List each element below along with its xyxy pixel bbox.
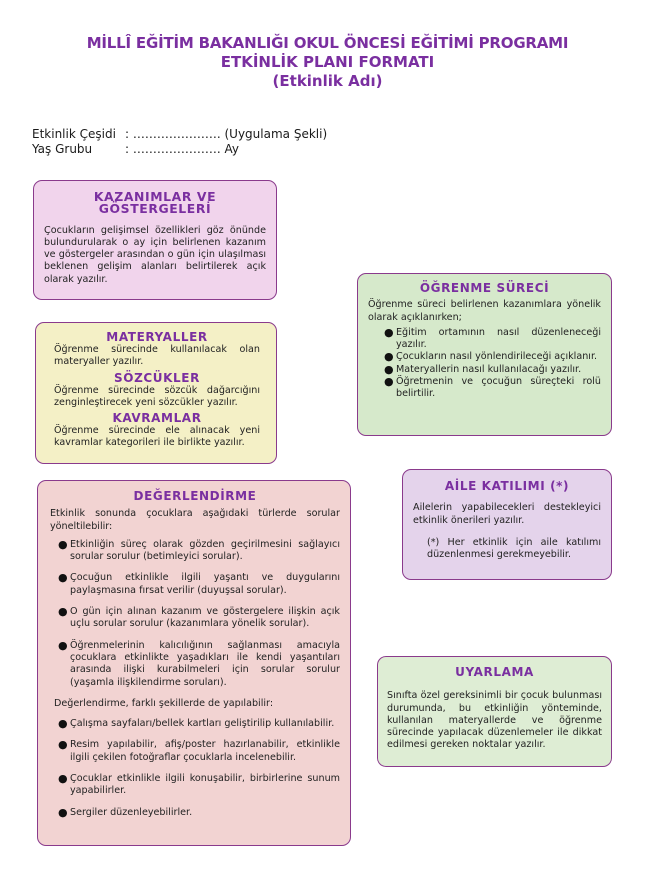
- activity-type-value: : …………………. (Uygulama Şekli): [125, 127, 328, 141]
- kazanimlar-box: [33, 180, 277, 300]
- kavramlar-text: Öğrenme sürecinde ele alınacak yeni kavramlar kategorileri ile birlikte yazılır.: [54, 425, 260, 449]
- bullet-icon: ●: [58, 605, 68, 619]
- aile-katilimi-text: Ailelerin yapabilecekleri destekleyici etkinlik önerileri yazılır.: [413, 502, 601, 526]
- bullet-icon: ●: [384, 375, 394, 389]
- kavramlar-title: KAVRAMLAR: [112, 411, 202, 426]
- list-item: [56, 572, 340, 597]
- materyaller-text: Öğrenme sürecinde kullanılacak olan materyaller yazılır.: [54, 344, 260, 368]
- list-item-text: O gün için alınan kazanım ve göstergelere ilişkin açık uçlu sorular sorulur (kazanımlara yönelik sorular).: [70, 606, 340, 630]
- list-item: [56, 539, 340, 564]
- sozcukler-text: Öğrenme sürecinde sözcük dağarcığını zenginleştirecek yeni sözcükler yazılır.: [54, 384, 260, 408]
- list-item: [382, 327, 601, 352]
- list-item-text: Materyallerin nasıl kullanılacağı yazılır.: [396, 363, 582, 375]
- bullet-icon: ●: [384, 325, 394, 339]
- list-item-text: Çocuklar etkinlikle ilgili konuşabilir, birbirlerine sunum yapabilirler.: [70, 773, 340, 797]
- bullet-icon: ●: [58, 805, 68, 819]
- list-item: [56, 640, 340, 689]
- format-title: ETKİNLİK PLANI FORMATI: [220, 53, 435, 71]
- activity-name: (Etkinlik Adı): [272, 72, 383, 90]
- list-item-text: Çalışma sayfaları/bellek kartları geliştirilip kullanılabilir.: [70, 718, 335, 730]
- aile-katilimi-note: (*) Her etkinlik için aile katılımı düzenlenmesi gerekmeyebilir.: [427, 536, 601, 561]
- materyaller-title: MATERYALLER: [106, 330, 208, 344]
- program-title: MİLLÎ EĞİTİM BAKANLIĞI OKUL ÖNCESİ EĞİTİMİ PROGRAMI: [86, 34, 569, 52]
- list-item-text: Resim yapılabilir, afiş/poster hazırlanabilir, etkinlikle ilgili çekilen fotoğraflar çocuklarla incelenebilir.: [70, 739, 340, 763]
- bullet-icon: ●: [58, 537, 68, 551]
- degerlendirme-title: DEĞERLENDİRME: [133, 489, 257, 503]
- uyarlama-title: UYARLAMA: [455, 665, 534, 679]
- bullet-icon: ●: [384, 362, 394, 376]
- sozcukler-title: SÖZCÜKLER: [114, 370, 200, 385]
- degerlendirme-box: [37, 480, 351, 846]
- degerlendirme-intro: Etkinlik sonunda çocuklara aşağıdaki türlerde sorular yöneltilebilir:: [50, 508, 340, 532]
- list-item: [382, 351, 601, 363]
- list-item: [382, 376, 601, 401]
- bullet-icon: ●: [58, 571, 68, 585]
- list-item-text: Öğretmenin ve çocuğun süreçteki rolü belirtilir.: [396, 376, 601, 400]
- degerlendirme-questions-list: [50, 539, 340, 689]
- activity-type-row: [32, 127, 327, 141]
- list-item-text: Çocuğun etkinlikle ilgili yaşantı ve duygularını paylaşmasına fırsat verilir (duyuşsal sorular).: [70, 572, 340, 596]
- bullet-icon: ●: [58, 717, 68, 731]
- bullet-icon: ●: [58, 772, 68, 786]
- bullet-icon: ●: [58, 738, 68, 752]
- aile-katilimi-title: AİLE KATILIMI (*): [444, 479, 570, 493]
- list-item-text: Çocukların nasıl yönlendirileceği açıklanır.: [396, 351, 598, 363]
- ogrenme-sureci-list: [368, 327, 601, 401]
- age-group-row: [32, 142, 239, 156]
- uyarlama-box: [377, 656, 612, 767]
- ogrenme-sureci-title: ÖĞRENME SÜRECİ: [419, 281, 550, 295]
- list-item-text: Sergiler düzenleyebilirler.: [70, 806, 193, 818]
- materyaller-box: [35, 322, 277, 464]
- kazanimlar-text: Çocukların gelişimsel özellikleri göz önünde bulundurularak o ay için belirlenen kazanım ve göstergeler arasından o gün için ulaşılması beklenen gelişim alanları belirtilerek açık olarak yazılır.: [44, 224, 266, 285]
- aile-katilimi-box: [402, 469, 612, 580]
- bullet-icon: ●: [384, 350, 394, 364]
- bullet-icon: ●: [58, 638, 68, 652]
- list-item: [56, 739, 340, 764]
- list-item-text: Etkinliğin süreç olarak gözden geçirilmesini sağlayıcı sorular sorulur (betimleyici sorular).: [70, 538, 340, 563]
- list-item: [56, 807, 340, 819]
- degerlendirme-methods-list: [50, 718, 340, 819]
- kazanimlar-title: KAZANIMLAR VE GÖSTERGELERİ: [93, 189, 217, 217]
- age-group-value: : …………………. Ay: [125, 142, 239, 156]
- ogrenme-sureci-intro: Öğrenme süreci belirlenen kazanımlara yönelik olarak açıklanırken;: [368, 299, 601, 323]
- list-item: [56, 718, 340, 730]
- list-item-text: Eğitim ortamının nasıl düzenleneceği yazılır.: [396, 326, 601, 351]
- degerlendirme-intro2: Değerlendirme, farklı şekillerde de yapılabilir:: [54, 697, 274, 709]
- age-group-label: Yaş Grubu: [32, 142, 93, 156]
- activity-type-label: Etkinlik Çeşidi: [32, 127, 116, 141]
- list-item-text: Öğrenmelerinin kalıcılığının sağlanması amacıyla çocuklara etkinlikte yaşadıkları ile kendi yaşantıları arasında ilişki kurabilmeleri için sorular sorulur (yaşamla ilişkilendirme soruları).: [70, 639, 340, 688]
- list-item: [382, 364, 601, 376]
- ogrenme-sureci-box: [357, 273, 612, 436]
- uyarlama-text: Sınıfta özel gereksinimli bir çocuk bulunması durumunda, bu etkinliğin yönteminde, kullanılan materyallerde ve öğrenme sürecinde yapılacak düzenlemeler ile dikkat edilmesi gereken noktalar yazılır.: [387, 690, 602, 751]
- list-item: [56, 773, 340, 798]
- list-item: [56, 606, 340, 631]
